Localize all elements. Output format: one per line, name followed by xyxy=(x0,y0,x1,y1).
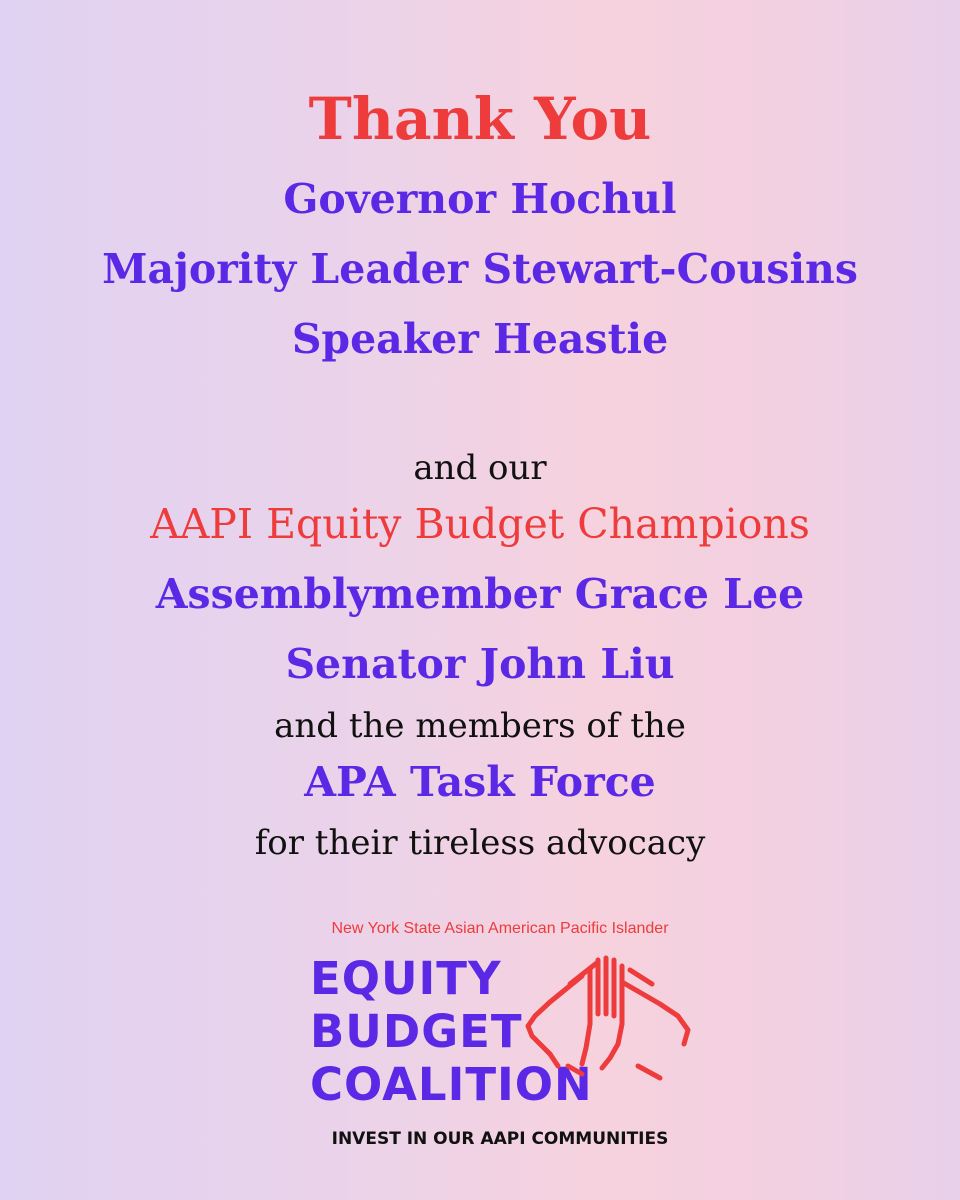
members-line: and the members of the xyxy=(274,706,686,746)
logo-word-equity: EQUITY xyxy=(310,952,502,1005)
logo-word-budget: BUDGET xyxy=(310,1005,523,1058)
leader-governor: Governor Hochul xyxy=(283,175,677,223)
closing-line: for their tireless advocacy xyxy=(254,823,706,863)
champions-title: AAPI Equity Budget Champions xyxy=(150,500,810,548)
task-force-name: APA Task Force xyxy=(304,758,656,806)
champion-assemblymember: Assemblymember Grace Lee xyxy=(155,570,805,618)
logo-word-coalition: COALITION xyxy=(310,1058,593,1111)
coalition-logo xyxy=(300,910,700,1160)
logo-tagline: INVEST IN OUR AAPI COMMUNITIES xyxy=(331,1129,669,1149)
thank-you-heading: Thank You xyxy=(308,85,652,153)
logo-subtitle: New York State Asian American Pacific Islander xyxy=(331,920,669,937)
leader-speaker: Speaker Heastie xyxy=(291,315,669,363)
champion-senator: Senator John Liu xyxy=(285,640,675,688)
hands-high-five-icon xyxy=(510,954,700,1084)
leader-majority-leader: Majority Leader Stewart-Cousins xyxy=(102,245,858,293)
connector-text: and our xyxy=(413,448,547,488)
